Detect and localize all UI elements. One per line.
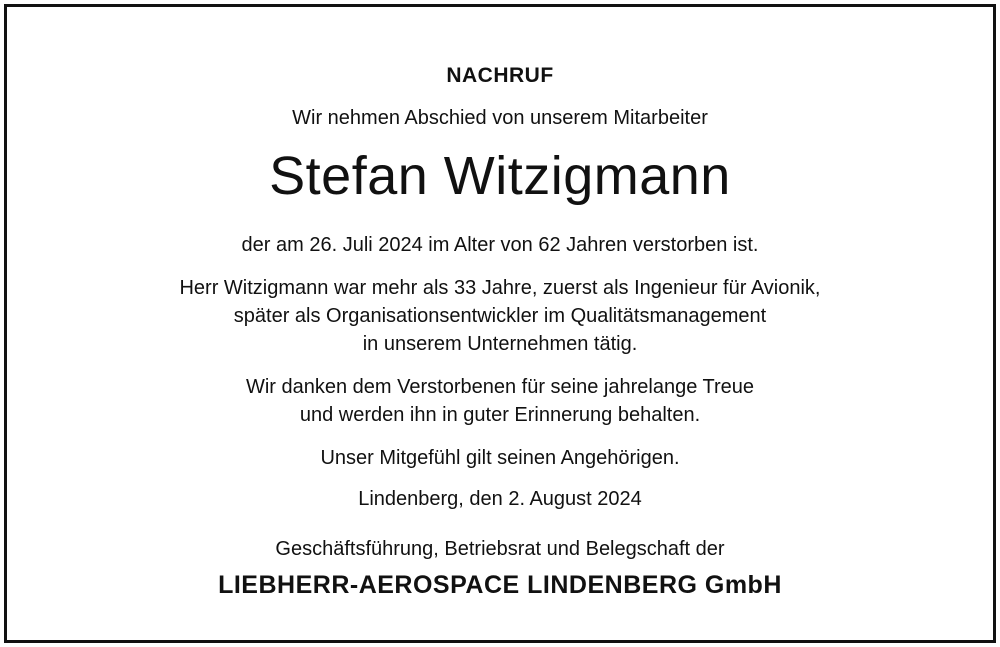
career-line: Herr Witzigmann war mehr als 33 Jahre, zuerst als Ingenieur für Avionik, [179, 277, 821, 299]
intro-text: Wir nehmen Abschied von unserem Mitarbeiter [292, 107, 708, 129]
notice-heading: NACHRUF [446, 64, 554, 87]
thanks-line: und werden ihn in guter Erinnerung behalten. [299, 404, 701, 426]
place-date: Lindenberg, den 2. August 2024 [358, 488, 642, 510]
condolence-text: Unser Mitgefühl gilt seinen Angehörigen. [320, 447, 680, 469]
career-line: später als Organisationsentwickler im Qualitätsmanagement [233, 305, 767, 327]
thanks-line: Wir danken dem Verstorbenen für seine jahrelange Treue [245, 376, 755, 398]
signatories-text: Geschäftsführung, Betriebsrat und Belegschaft der [275, 538, 725, 560]
deceased-name: Stefan Witzigmann [269, 146, 731, 206]
obituary-frame [4, 4, 996, 643]
company-name: LIEBHERR-AEROSPACE LINDENBERG GmbH [218, 571, 782, 599]
death-date-line: der am 26. Juli 2024 im Alter von 62 Jahren verstorben ist. [241, 234, 759, 256]
career-line: in unserem Unternehmen tätig. [362, 333, 638, 355]
